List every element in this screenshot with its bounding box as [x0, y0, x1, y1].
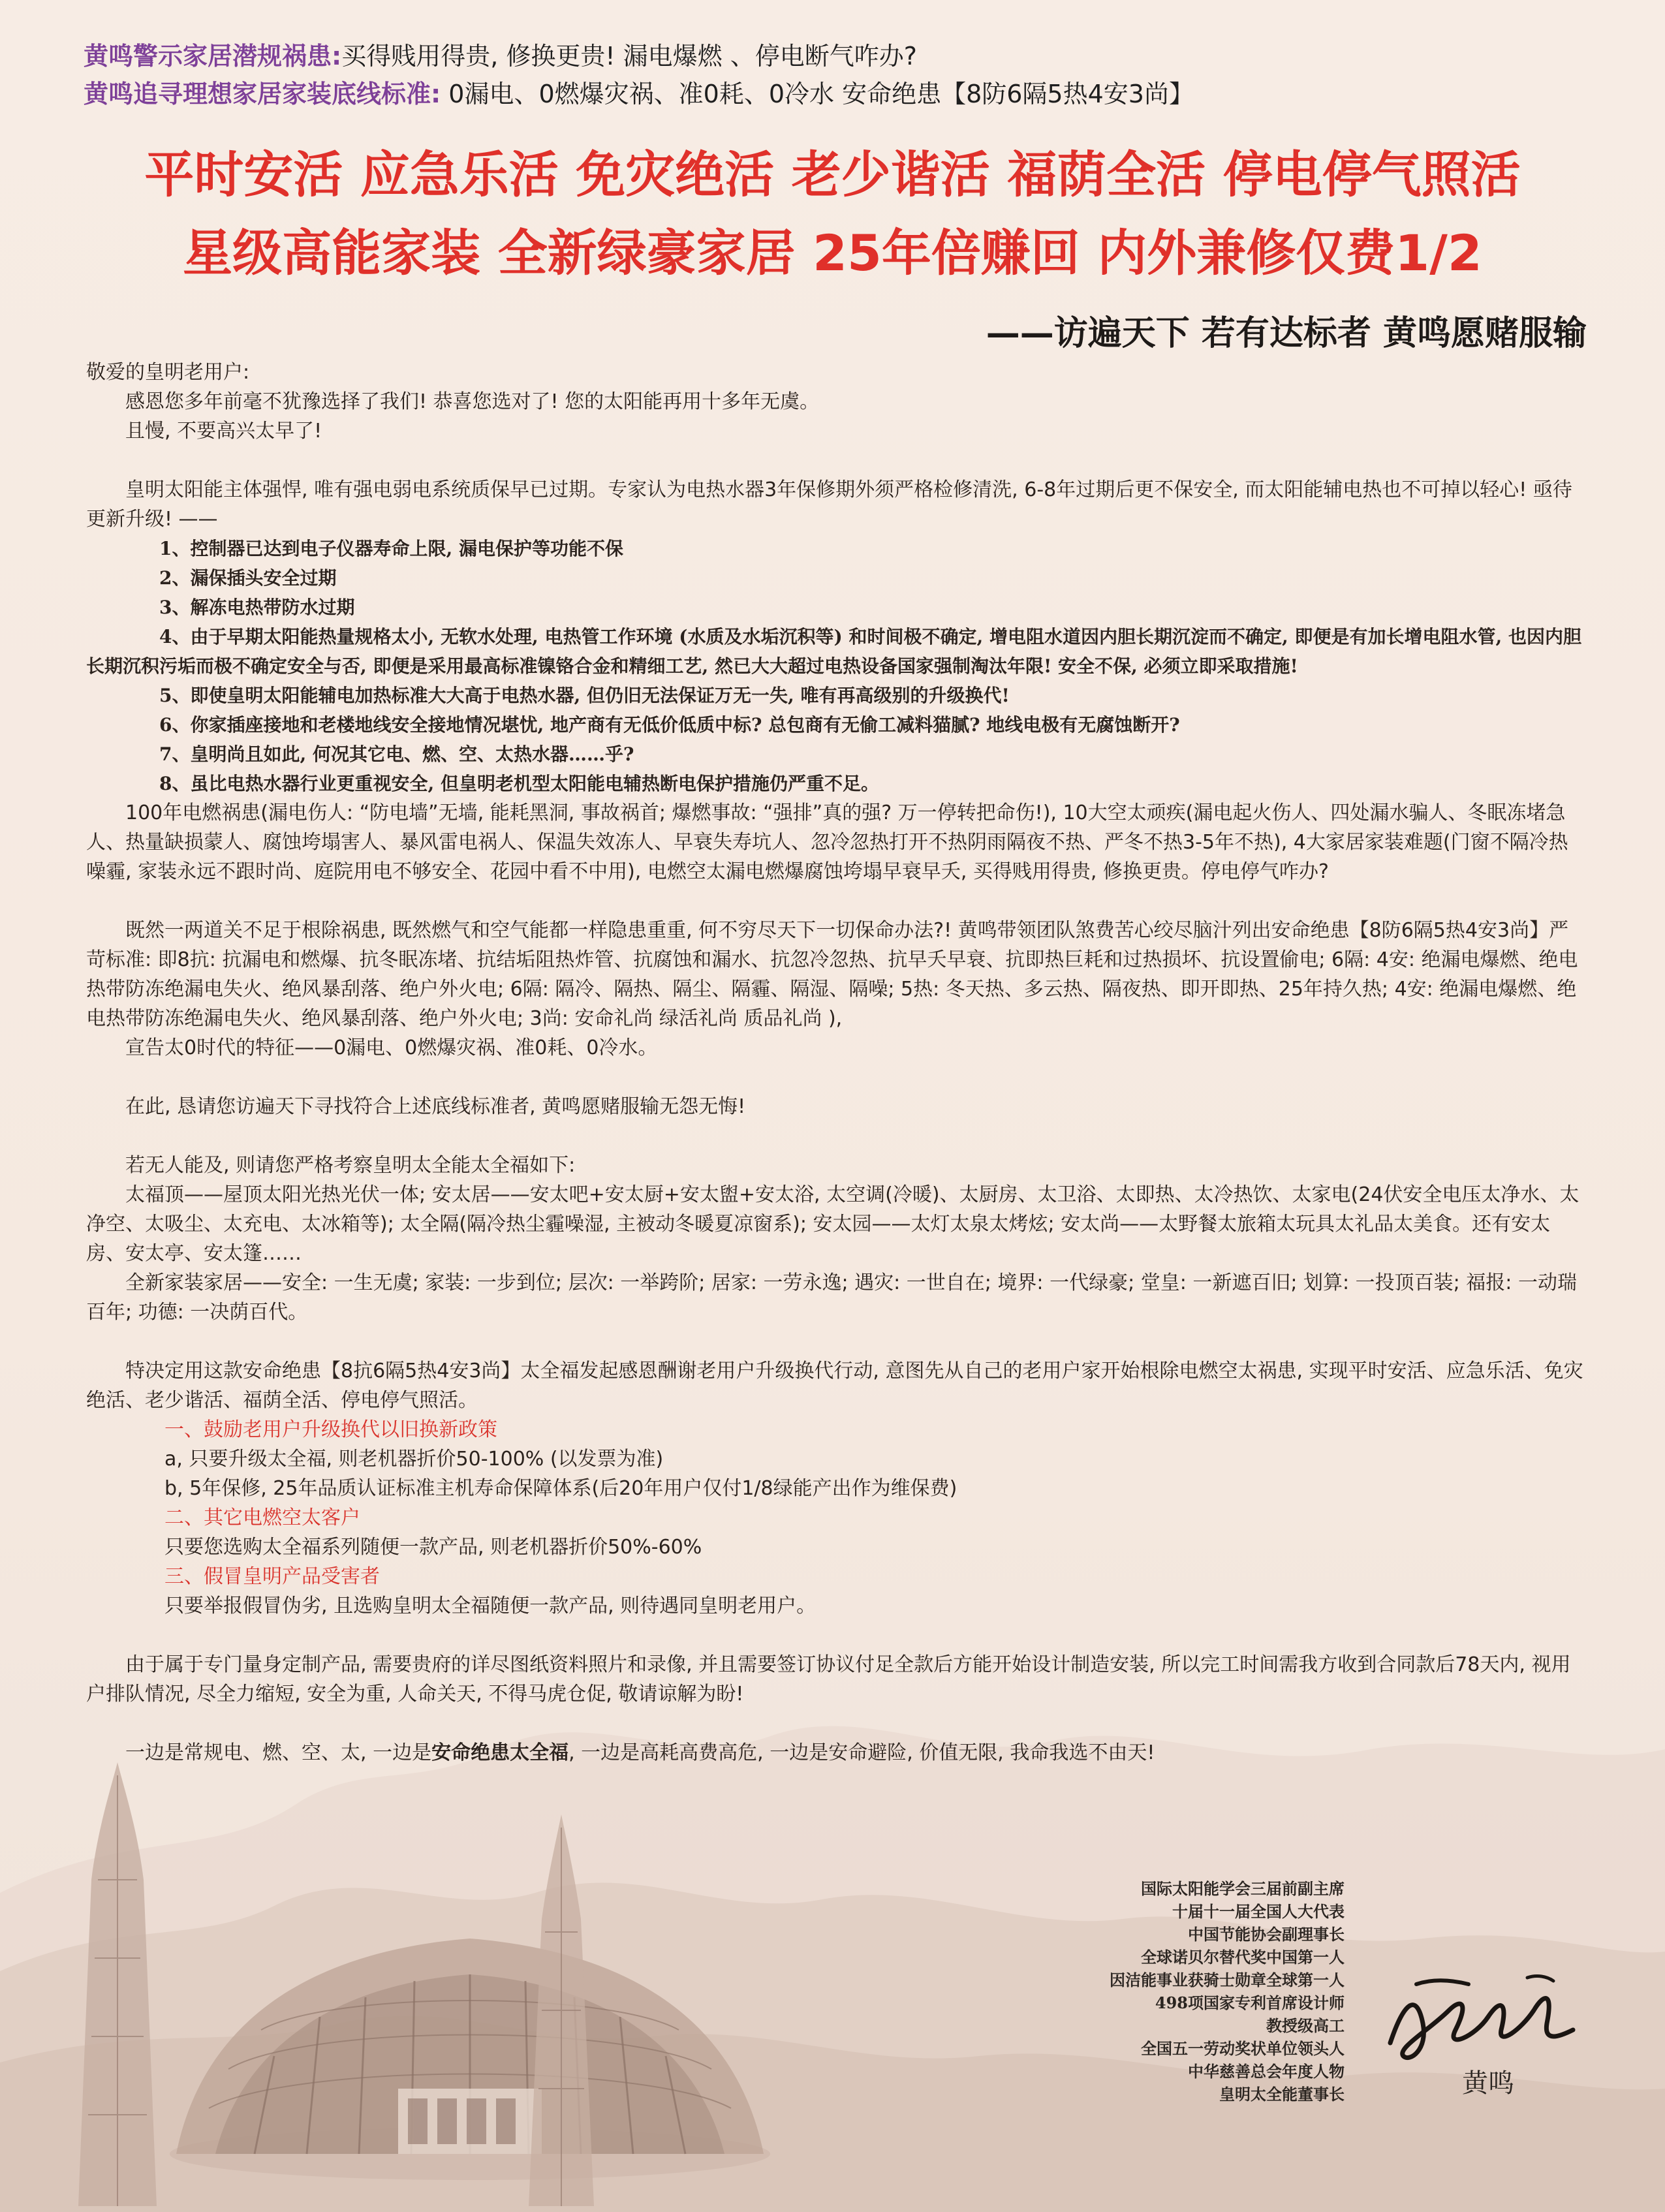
list-item: 5、即使皇明太阳能辅电加热标准大大高于电热水器, 但仍旧无法保证万无一失, 唯有再高级别的升级换代! — [159, 685, 1010, 706]
headline-1: 平时安活 应急乐活 免灾绝活 老少谐活 福荫全活 停电停气照活 — [144, 146, 1521, 204]
paragraph-upgrade-campaign: 特决定用这款安命绝患【8抗6隔5热4安3尚】太全福发起感恩酬谢老用户升级换代行动, 意图先从自己的老用户家开始根除电燃空太祸患, 实现平时安活、应急乐活、免灾绝活、老少谐活、福荫全活、停电停气照活。 — [86, 1360, 1583, 1412]
list-item: 8、虽比电热水器行业更重视安全, 但皇明老机型太阳能电辅热断电保护措施仍严重不足。 — [159, 773, 879, 794]
warning-line-1-text: 买得贱用得贵, 修换更贵! 漏电爆燃 、停电断气咋办? — [341, 42, 917, 70]
paragraph-products: 太福顶——屋顶太阳光热光伏一体; 安太居——安太吧+安太厨+安太盥+安太浴, 太空调(冷暖)、太厨房、太卫浴、太即热、太冷热饮、太家电(24伏安全电压太净水、太净空、太吸尘、太充电、太冰箱等); 太全隔(隔冷热尘霾噪湿, 主被动冬暖夏凉窗系); 安太园——太灯太泉太烤炫; 安太尚——太野餐太旅箱太玩具太礼品太美食。还有安太房、安太亭、安太篷…… — [86, 1183, 1579, 1265]
list-item: 4、由于早期太阳能热量规格太小, 无软水处理, 电热管工作环境 (水质及水垢沉积等) 和时间极不确定, 增电阻水道因内胆长期沉淀而不确定, 即便是有加长增电阻水管, 也因内胆长期沉积污垢而极不确定安全与否, 即便是采用最高标准镍铬合金和精细工艺, 然已大大超过电热设备国家强制淘汰年限! 安全不保, 必须立即采取措施! — [86, 626, 1581, 677]
list-item: 1、控制器已达到电子仪器寿命上限, 漏电保护等功能不保 — [159, 538, 623, 559]
headline-2: 星级高能家装 全新绿豪家居 25年倍赚回 内外兼修仅费1/2 — [183, 224, 1482, 282]
policy-2-title: 二、其它电燃空太客户 — [164, 1506, 360, 1529]
policy-1-item-b: b, 5年保修, 25年品质认证标准主机寿命保障体系(后20年用户仅付1/8绿能产出作为维保费) — [164, 1477, 957, 1500]
warning-line-2 — [84, 78, 1194, 110]
warning-line-2-text: 0漏电、0燃爆灾祸、准0耗、0冷水 安命绝患【8防6隔5热4安3尚】 — [441, 80, 1194, 108]
author-title: 因洁能事业获骑士勋章全球第一人 — [1110, 1971, 1345, 1989]
policy-1-item-a: a, 只要升级太全福, 则老机器折价50-100% (以发票为准) — [164, 1448, 664, 1471]
paragraph-custom-order: 由于属于专门量身定制产品, 需要贵府的详尽图纸资料照片和录像, 并且需要签订协议付足全款后方能开始设计制造安装, 所以完工时间需我方收到合同款后78天内, 视用户排队情况, 尽全力缩短, 安全为重, 人命关天, 不得马虎仓促, 敬请谅解为盼! — [86, 1653, 1571, 1706]
paragraph-wait: 且慢, 不要高兴太早了! — [125, 420, 322, 443]
author-title: 498项国家专利首席设计师 — [1155, 1993, 1345, 2012]
author-title: 全国五一劳动奖状单位领头人 — [1141, 2039, 1345, 2058]
author-title: 全球诺贝尔替代奖中国第一人 — [1141, 1948, 1345, 1967]
warning-line-1-lead: 黄鸣警示家居潜规祸患: — [84, 42, 342, 70]
author-titles — [992, 1877, 1345, 2106]
paragraph-challenge: 在此, 恳请您访遍天下寻找符合上述底线标准者, 黄鸣愿赌服输无怨无悔! — [125, 1095, 746, 1118]
paragraph-thanks: 感恩您多年前毫不犹豫选择了我们! 恭喜您选对了! 您的太阳能再用十多年无虞。 — [125, 390, 820, 413]
warning-line-2-lead: 黄鸣追寻理想家居家装底线标准: — [84, 80, 441, 108]
warning-line-1 — [84, 40, 917, 72]
closing-text-a: 一边是常规电、燃、空、太, 一边是 — [125, 1741, 432, 1764]
author-title: 中华慈善总会年度人物 — [1188, 2062, 1345, 2081]
handwritten-signature — [1377, 1965, 1586, 2076]
paragraph-closing — [86, 1738, 1587, 1768]
paragraph-home-benefits: 全新家装家居——安全: 一生无虞; 家装: 一步到位; 层次: 一举跨阶; 居家: 一劳永逸; 遇灾: 一世自在; 境界: 一代绿豪; 堂皇: 一新遮百旧; 划算: 一投顶百装; 福报: 一动瑞百年; 功德: 一决荫百代。 — [86, 1271, 1577, 1324]
letter-body — [86, 358, 1587, 1768]
signature-name: 黄鸣 — [1462, 2068, 1514, 2098]
author-title: 国际太阳能学会三届前副主席 — [1141, 1879, 1345, 1898]
paragraph-expired: 皇明太阳能主体强悍, 唯有强电弱电系统质保早已过期。专家认为电热水器3年保修期外须严格检修清洗, 6-8年过期后更不保安全, 而太阳能辅电热也不可掉以轻心! 亟待更新升级! —— — [86, 478, 1572, 531]
author-title: 教授级高工 — [1266, 2016, 1345, 2035]
policy-3-text: 只要举报假冒伪劣, 且选购皇明太全福随便一款产品, 则待遇同皇明老用户。 — [164, 1595, 817, 1617]
paragraph-standards: 既然一两道关不足于根除祸患, 既然燃气和空气能都一样隐患重重, 何不穷尽天下一切保命办法?! 黄鸣带领团队煞费苦心绞尽脑汁列出安命绝患【8防6隔5热4安3尚】严苛标准: 即8抗: 抗漏电和燃爆、抗冬眠冻堵、抗结垢阻热炸管、抗腐蚀和漏水、抗忽冷忽热、抗早夭早衰、抗即热巨耗和过热损坏、抗设置偷电; 6隔: 4安: 绝漏电爆燃、绝电热带防冻绝漏电失火、绝风暴刮落、绝户外火电; 6隔: 隔冷、隔热、隔尘、隔霾、隔湿、隔噪; 5热: 冬天热、多云热、隔夜热、即开即热、25年持久热; 4安: 绝漏电爆燃、绝电热带防冻绝漏电失火、绝风暴刮落、绝户外火电; 3尚: 安命礼尚 绿活礼尚 质品礼尚 ), — [86, 919, 1578, 1030]
challenge-signline: ——访遍天下 若有达标者 黄鸣愿赌服输 — [986, 314, 1587, 353]
paragraph-hazards: 100年电燃祸患(漏电伤人: “防电墙”无墙, 能耗黑洞, 事故祸首; 爆燃事故: “强排”真的强? 万一停转把命伤!), 10大空太顽疾(漏电起火伤人、四处漏水骗人、冬眠冻堵急人、热量缺损蒙人、腐蚀垮塌害人、暴风雷电祸人、保温失效冻人、早衰失寿坑人、忽冷忽热打开不热阴雨隔夜不热、严冬不热3-5年不热), 4大家居家装难题(门窗不隔冷热噪霾, 家装永远不跟时尚、庭院用电不够安全、花园中看不中用), 电燃空太漏电燃爆腐蚀垮塌早衰早夭, 买得贱用得贵, 修换更贵。停电停气咋办? — [86, 802, 1568, 883]
policy-3-title: 三、假冒皇明产品受害者 — [164, 1565, 380, 1588]
list-item: 2、漏保插头安全过期 — [159, 567, 337, 589]
salutation: 敬爱的皇明老用户: — [86, 361, 250, 384]
author-title: 中国节能协会副理事长 — [1188, 1925, 1345, 1944]
paragraph-inspect: 若无人能及, 则请您严格考察皇明太全能太全福如下: — [125, 1154, 576, 1177]
paragraph-zero-era: 宣告太0时代的特征——0漏电、0燃爆灾祸、准0耗、0冷水。 — [125, 1036, 658, 1059]
policy-1-title: 一、鼓励老用户升级换代以旧换新政策 — [164, 1418, 497, 1441]
author-title: 十届十一届全国人大代表 — [1172, 1902, 1345, 1921]
closing-highlight: 安命绝患太全福 — [431, 1741, 569, 1764]
author-title: 皇明太全能董事长 — [1219, 2085, 1345, 2104]
closing-text-c: , 一边是高耗高费高危, 一边是安命避险, 价值无限, 我命我选不由天! — [568, 1741, 1155, 1764]
list-item: 3、解冻电热带防水过期 — [159, 597, 355, 618]
list-item: 6、你家插座接地和老楼地线安全接地情况堪忧, 地产商有无低价低质中标? 总包商有无偷工减料猫腻? 地线电极有无腐蚀断开? — [159, 714, 1180, 736]
policy-2-text: 只要您选购太全福系列随便一款产品, 则老机器折价50%-60% — [164, 1536, 702, 1559]
list-item: 7、皇明尚且如此, 何况其它电、燃、空、太热水器……乎? — [159, 743, 634, 765]
